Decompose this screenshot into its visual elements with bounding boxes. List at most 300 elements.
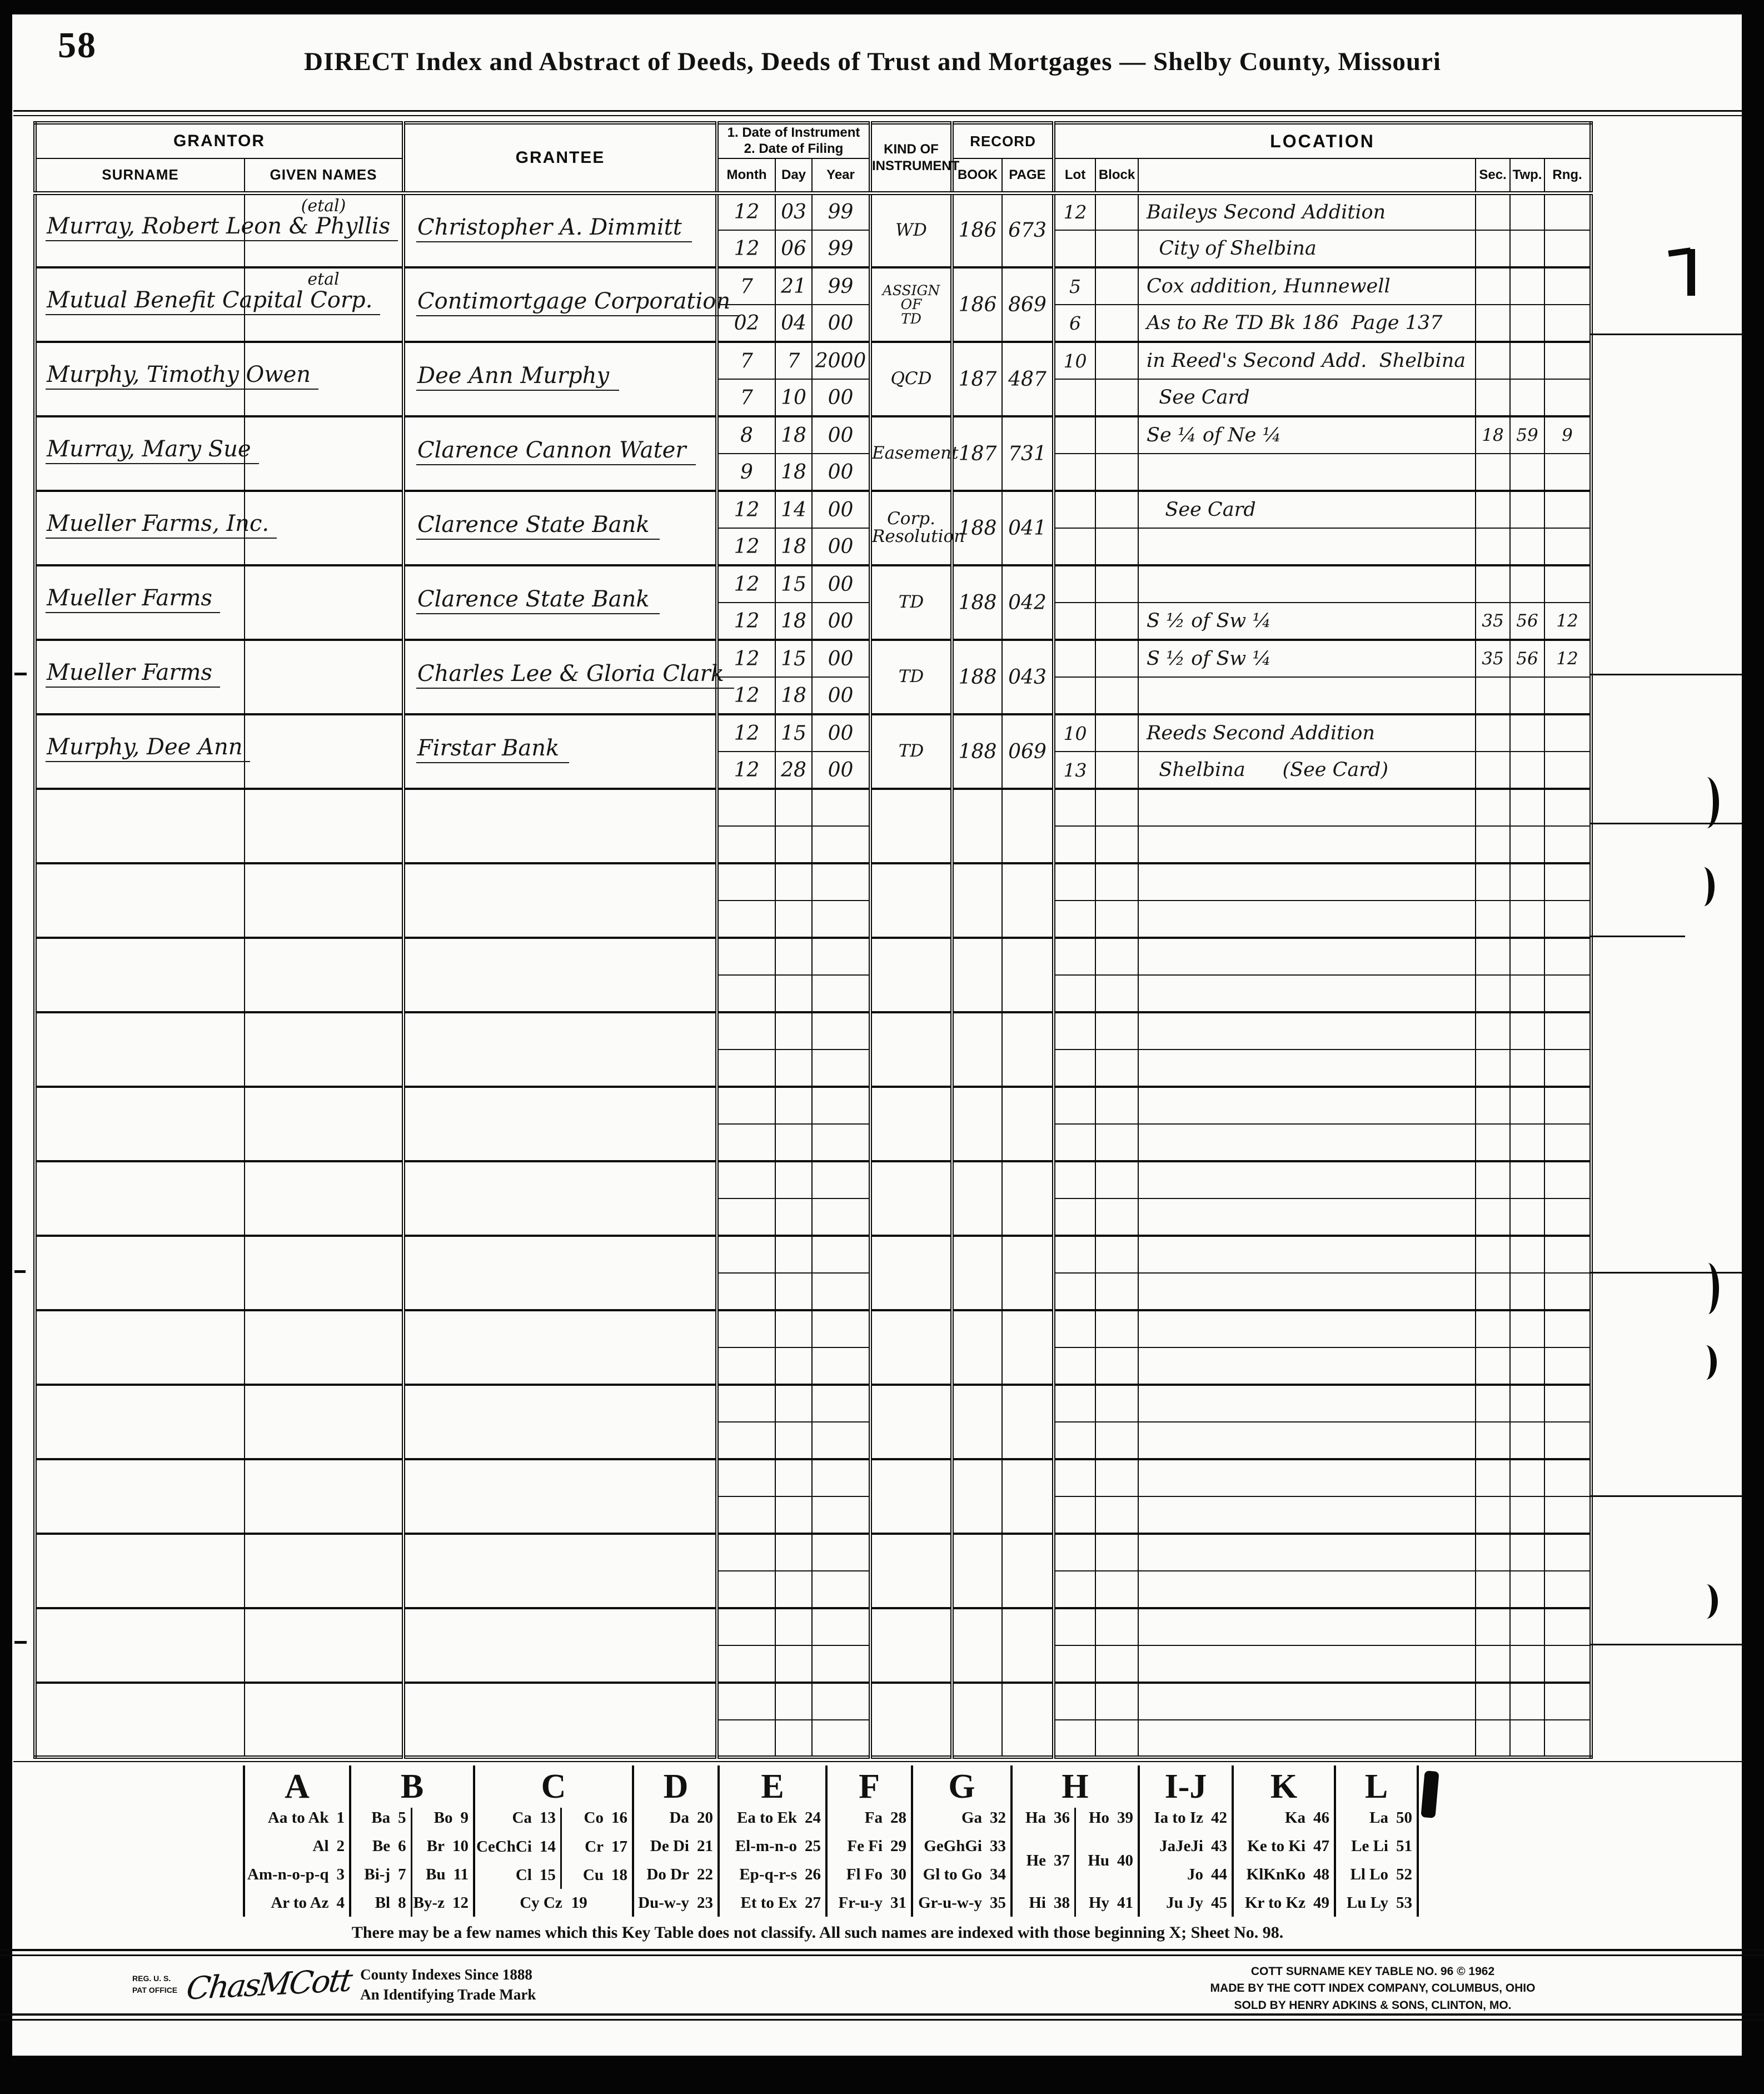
key-range-number: 27 [805,1894,821,1912]
lot-cell [1054,1422,1095,1459]
sec-cell [1476,714,1510,752]
date1-month-cell: 8 [717,416,775,454]
key-range-number: 3 [336,1866,345,1883]
key-range-number: 49 [1313,1894,1329,1912]
ledger-entry-row [35,938,1591,975]
key-subcolumn [1074,1808,1138,1917]
key-group-I-J [1138,1765,1232,1917]
location-cell [1138,565,1476,603]
scan-edge-right [1742,0,1764,2094]
date1-year-cell: 00 [812,565,870,603]
block-cell [1095,1720,1138,1757]
key-subcolumn [351,1808,411,1917]
sec-cell [1476,1534,1510,1571]
sec-cell [1476,342,1510,379]
key-range-label: Be [372,1837,391,1855]
block-cell [1095,1534,1138,1571]
kind-line: OF [900,296,922,313]
sec-cell [1476,1683,1510,1720]
sec-cell [1476,565,1510,603]
surname-cell [35,863,245,938]
grantor-name-text: Murray, Mary Sue [46,436,259,464]
sec-cell [1476,305,1510,342]
date2-day-cell [775,1347,812,1385]
location-blank-header [1138,158,1476,193]
date2-year-cell [812,1050,870,1087]
kind-of-instrument-cell [870,789,952,863]
location-cell: Se ¼ of Ne ¼ [1138,416,1476,454]
book-cell [952,1012,1002,1087]
key-range-number: 29 [890,1837,906,1855]
date1-month-cell [717,1236,775,1273]
book-cell [952,1534,1002,1608]
grantee-cell [403,491,717,565]
key-group-rows [720,1808,825,1917]
sec-cell [1476,491,1510,528]
location-cell [1138,1608,1476,1645]
book-cell [952,863,1002,938]
sec-cell [1476,1385,1510,1422]
lot-cell [1054,230,1095,267]
ledger-entry-row [35,1608,1591,1645]
rng-cell [1544,1571,1591,1608]
block-cell [1095,230,1138,267]
location-cell [1138,938,1476,975]
grantee-cell [403,1012,717,1087]
given-names-cell [245,1087,403,1161]
key-table-footnote: There may be a few names which this Key Table does not classify. All such names are indexed with those beginning X; Sheet No. 98. [351,1923,1284,1942]
date2-day-cell: 18 [775,528,812,565]
key-range-number: 13 [539,1809,556,1827]
location-cell [1138,1459,1476,1496]
lot-cell [1054,789,1095,826]
scan-edge-top [0,0,1764,14]
lot-cell [1054,1198,1095,1236]
lot-cell [1054,565,1095,603]
grantor-name-text: Murphy, Timothy Owen [46,362,318,390]
key-range-number: 45 [1211,1894,1227,1912]
twp-cell [1510,1087,1544,1124]
grantor-name-text: Mutual Benefit Capital Corp. [46,287,380,315]
date2-year-cell: 00 [812,677,870,714]
key-range-label: El-m-n-o [735,1837,797,1855]
date1-month-cell [717,1608,775,1645]
sec-cell [1476,1496,1510,1534]
publisher-line1: COTT SURNAME KEY TABLE NO. 96 © 1962 [1250,1965,1495,1978]
key-group-rows [1336,1808,1417,1917]
date2-year-cell: 00 [812,528,870,565]
kind-line: TD [901,310,921,327]
rng-cell [1544,1534,1591,1571]
key-range-label: Lu Ly [1347,1894,1388,1912]
key-range-row [1235,1809,1329,1827]
block-header: Block [1095,158,1138,193]
block-cell [1095,342,1138,379]
date2-day-cell [775,1273,812,1310]
rng-cell: 12 [1544,640,1591,677]
block-cell [1095,677,1138,714]
date2-day-cell [775,1496,812,1534]
key-range-row [1077,1809,1133,1827]
book-cell: 188 [952,565,1002,640]
date1-day-cell: 21 [775,267,812,305]
key-range-number: 2 [336,1837,345,1855]
lot-cell [1054,1124,1095,1161]
page-title: DIRECT Index and Abstract of Deeds, Deeds of Trust and Mortgages — Shelby County, Missouri [304,47,1441,76]
grantee-name-text: Clarence State Bank [416,586,660,614]
page-cell [1002,1608,1054,1683]
twp-cell [1510,1198,1544,1236]
given-names-cell [245,565,403,640]
kind-of-instrument-cell [870,1087,952,1161]
block-cell [1095,1683,1138,1720]
book-cell [952,1459,1002,1534]
date2-day-cell [775,975,812,1012]
rng-cell [1544,1050,1591,1087]
record-header: RECORD [952,123,1054,158]
sec-cell [1476,1347,1510,1385]
twp-cell [1510,677,1544,714]
kind-of-instrument-cell [870,640,952,714]
rng-cell [1544,677,1591,714]
key-range-row [829,1837,906,1856]
given-names-header: GIVEN NAMES [245,158,403,193]
key-range-row [413,1809,469,1827]
twp-cell [1510,975,1544,1012]
ledger-entry-row [35,789,1591,826]
given-names-cell [245,1459,403,1534]
rng-cell [1544,826,1591,863]
key-range-row [413,1894,469,1912]
key-subcolumn [1140,1808,1232,1917]
key-range-number: 12 [452,1894,469,1912]
ledger-entry-row [35,640,1591,677]
key-range-row [476,1838,556,1856]
key-range-label: Ha [1025,1809,1046,1827]
ledger-entry-row [35,1459,1591,1496]
twp-cell [1510,1720,1544,1757]
location-cell [1138,1496,1476,1534]
ledger-entry-row [35,863,1591,901]
trademark-block [132,1964,536,2005]
key-range-label: CeChCi [476,1837,532,1856]
date1-day-cell: 14 [775,491,812,528]
key-range-row [1337,1894,1412,1912]
twp-cell [1510,1459,1544,1496]
ledger-entry-row [35,1161,1591,1198]
block-cell [1095,379,1138,416]
date1-year-cell [812,1161,870,1198]
lot-cell: 12 [1054,193,1095,230]
twp-cell [1510,305,1544,342]
grantee-cell [403,1683,717,1757]
key-range-label: Du-w-y [638,1894,689,1912]
date1-month-cell: 12 [717,640,775,677]
key-group-letter: H [1062,1768,1089,1805]
key-range-row [635,1866,713,1884]
key-group-rows [351,1808,473,1917]
key-range-number: 53 [1396,1894,1412,1912]
key-range-label: GeGhGi [924,1837,982,1855]
kind-of-instrument-cell [870,1459,952,1534]
block-cell [1095,1422,1138,1459]
date1-year-cell: 00 [812,640,870,677]
sec-cell: 35 [1476,603,1510,640]
grantee-cell [403,714,717,789]
date2-month-cell: 12 [717,752,775,789]
sec-cell [1476,901,1510,938]
key-group-letter: K [1270,1768,1298,1805]
surname-cell [35,1534,245,1608]
kind-line: Easement [872,443,959,464]
date1-day-cell [775,1459,812,1496]
location-cell [1138,1198,1476,1236]
page-cell [1002,1236,1054,1310]
surname-cell [35,1012,245,1087]
key-range-row [1014,1809,1070,1827]
location-cell: S ½ of Sw ¼ [1138,640,1476,677]
grantee-cell [403,416,717,491]
key-range-number: 11 [453,1866,469,1883]
key-range-row [1337,1837,1412,1856]
lot-cell [1054,1720,1095,1757]
date2-year-cell [812,1273,870,1310]
key-range-label: He [1026,1851,1046,1869]
lot-cell [1054,1012,1095,1050]
twp-cell [1510,1645,1544,1683]
key-range-number: 46 [1313,1809,1329,1827]
grantee-cell [403,267,731,342]
twp-cell [1510,1385,1544,1422]
grantee-cell [403,1385,717,1459]
book-cell: 188 [952,491,1002,565]
location-cell: As to Re TD Bk 186 Page 137 [1138,305,1476,342]
key-subcolumn [560,1808,632,1889]
grantor-header: GRANTOR [35,123,403,158]
key-range-row [476,1866,556,1884]
book-cell [952,1236,1002,1310]
date2-day-cell: 04 [775,305,812,342]
lot-cell [1054,1347,1095,1385]
key-group-D [632,1765,717,1917]
location-cell [1138,901,1476,938]
page-cell [1002,1161,1054,1236]
date2-month-cell [717,1347,775,1385]
ledger-entry-row [35,565,1591,603]
key-range-label: Ll Lo [1350,1866,1388,1883]
twp-cell [1510,230,1544,267]
key-group-F [825,1765,911,1917]
date1-year-cell [812,1385,870,1422]
date2-month-cell [717,975,775,1012]
key-group-rows [828,1808,911,1917]
kind-of-instrument-cell [870,416,959,491]
lot-cell [1054,938,1095,975]
reg-text [132,1973,177,1996]
kind-of-instrument-cell [870,1310,952,1385]
key-range-row [721,1837,821,1856]
rng-cell [1544,789,1591,826]
rng-cell [1544,901,1591,938]
date1-day-cell [775,1161,812,1198]
location-cell [1138,1422,1476,1459]
key-range-label: Aa to Ak [267,1809,329,1827]
key-range-number: 47 [1313,1837,1329,1855]
key-range-label: Ba [371,1809,391,1827]
book-cell [952,1683,1002,1757]
block-cell [1095,1496,1138,1534]
grantee-cell [403,863,717,938]
twp-cell [1510,752,1544,789]
date2-year-cell: 00 [812,379,870,416]
date2-month-cell [717,1645,775,1683]
key-range-row [914,1837,1006,1856]
date2-month-cell [717,901,775,938]
date2-day-cell [775,1645,812,1683]
sec-cell [1476,752,1510,789]
key-subcolumn [411,1808,473,1917]
key-subcolumn [913,1808,1010,1917]
lot-cell [1054,1645,1095,1683]
twp-cell [1510,1050,1544,1087]
key-range-label: Hy [1088,1894,1109,1912]
sec-cell: 35 [1476,640,1510,677]
grantee-cell [403,1534,717,1608]
rng-cell [1544,1012,1591,1050]
book-cell: 186 [952,267,1002,342]
book-cell: 187 [952,342,1002,416]
rng-cell: 9 [1544,416,1591,454]
surname-cell [35,789,245,863]
rng-cell [1544,230,1591,267]
block-cell [1095,1273,1138,1310]
twp-cell [1510,1422,1544,1459]
key-range-label: Br [426,1837,445,1855]
date1-month-cell: 12 [717,491,775,528]
twp-cell [1510,789,1544,826]
page-cell: 673 [1002,193,1054,267]
grantee-cell [403,1310,717,1385]
sec-cell [1476,1012,1510,1050]
location-cell: Baileys Second Addition [1138,193,1476,230]
grantee-name-text: Clarence State Bank [416,512,660,540]
sec-cell: 18 [1476,416,1510,454]
key-subcolumn [245,1808,349,1917]
sec-cell [1476,1161,1510,1198]
key-range-row [563,1809,627,1827]
key-range-number: 51 [1396,1837,1412,1855]
date2-month-cell: 12 [717,528,775,565]
date2-year-cell [812,1720,870,1757]
book-cell [952,1310,1002,1385]
key-range-number: 32 [990,1809,1006,1827]
lot-cell [1054,1385,1095,1422]
key-range-label: La [1369,1809,1388,1827]
key-range-row [352,1837,406,1856]
date2-month-cell: 12 [717,677,775,714]
lot-header: Lot [1054,158,1095,193]
key-range-number: 30 [890,1866,906,1883]
page-cell [1002,1310,1054,1385]
date1-day-cell [775,789,812,826]
sec-cell [1476,938,1510,975]
cott-signature: ChasMCott [184,1962,353,2007]
lot-cell [1054,1571,1095,1608]
date2-year-cell: 99 [812,230,870,267]
key-range-number: 37 [1054,1851,1070,1869]
date1-month-cell: 12 [717,565,775,603]
kind-header-line2: INSTRUMENT [872,158,960,173]
kind-header-line1: KIND OF [884,141,939,157]
grantee-name-text: Christopher A. Dimmitt [416,215,692,242]
sec-cell [1476,1124,1510,1161]
key-group-K [1232,1765,1334,1917]
surname-cell [35,1310,245,1385]
grantee-name-text: Charles Lee & Gloria Clark [416,661,734,689]
margin-tick [14,673,27,675]
location-cell [1138,789,1476,826]
day-header: Day [775,158,812,193]
block-cell [1095,1645,1138,1683]
date2-month-cell: 02 [717,305,775,342]
sec-cell [1476,677,1510,714]
rng-cell [1544,1198,1591,1236]
kind-line: QCD [890,369,932,389]
kind-of-instrument-cell [870,342,952,416]
sec-header: Sec. [1476,158,1510,193]
ledger-entry-row [35,1012,1591,1050]
key-range-number: 39 [1117,1809,1133,1827]
key-range-row [1337,1866,1412,1884]
key-range-label: KlKnKo [1246,1866,1305,1883]
location-cell [1138,1161,1476,1198]
ink-mark [1701,1263,1719,1314]
date2-day-cell: 18 [775,677,812,714]
key-range-number: 20 [697,1809,713,1827]
surname-cell [35,1683,245,1757]
location-cell [1138,1347,1476,1385]
date1-year-cell: 99 [812,193,870,230]
page-cell [1002,789,1054,863]
given-names-cell [245,938,403,1012]
kind-of-instrument-cell [870,1534,952,1608]
page-cell [1002,1087,1054,1161]
location-cell: Cox addition, Hunnewell [1138,267,1476,305]
grantor-name-text: Mueller Farms [46,585,220,613]
date1-day-cell [775,1236,812,1273]
given-names-cell [245,640,403,714]
publisher-line2: MADE BY THE COTT INDEX COMPANY, COLUMBUS, OHIO [1210,1982,1536,1995]
key-range-label: De Di [650,1837,689,1855]
page-cell [1002,1534,1054,1608]
kind-line: TD [898,592,924,613]
key-range-row [1141,1894,1227,1912]
key-range-label: Ga [961,1809,982,1827]
ledger-entry-row [35,267,1591,305]
location-cell: S ½ of Sw ¼ [1138,603,1476,640]
kind-line: Corp. [887,509,935,529]
key-range-row [1077,1894,1133,1912]
grantee-cell [403,1236,717,1310]
twp-cell [1510,193,1544,230]
kind-line: WD [895,220,927,240]
key-range-number: 48 [1313,1866,1329,1883]
key-range-row [914,1894,1006,1912]
block-cell [1095,975,1138,1012]
surname-cell [35,416,251,491]
date2-month-cell [717,1050,775,1087]
key-range-label: Ep-q-r-s [739,1866,797,1883]
